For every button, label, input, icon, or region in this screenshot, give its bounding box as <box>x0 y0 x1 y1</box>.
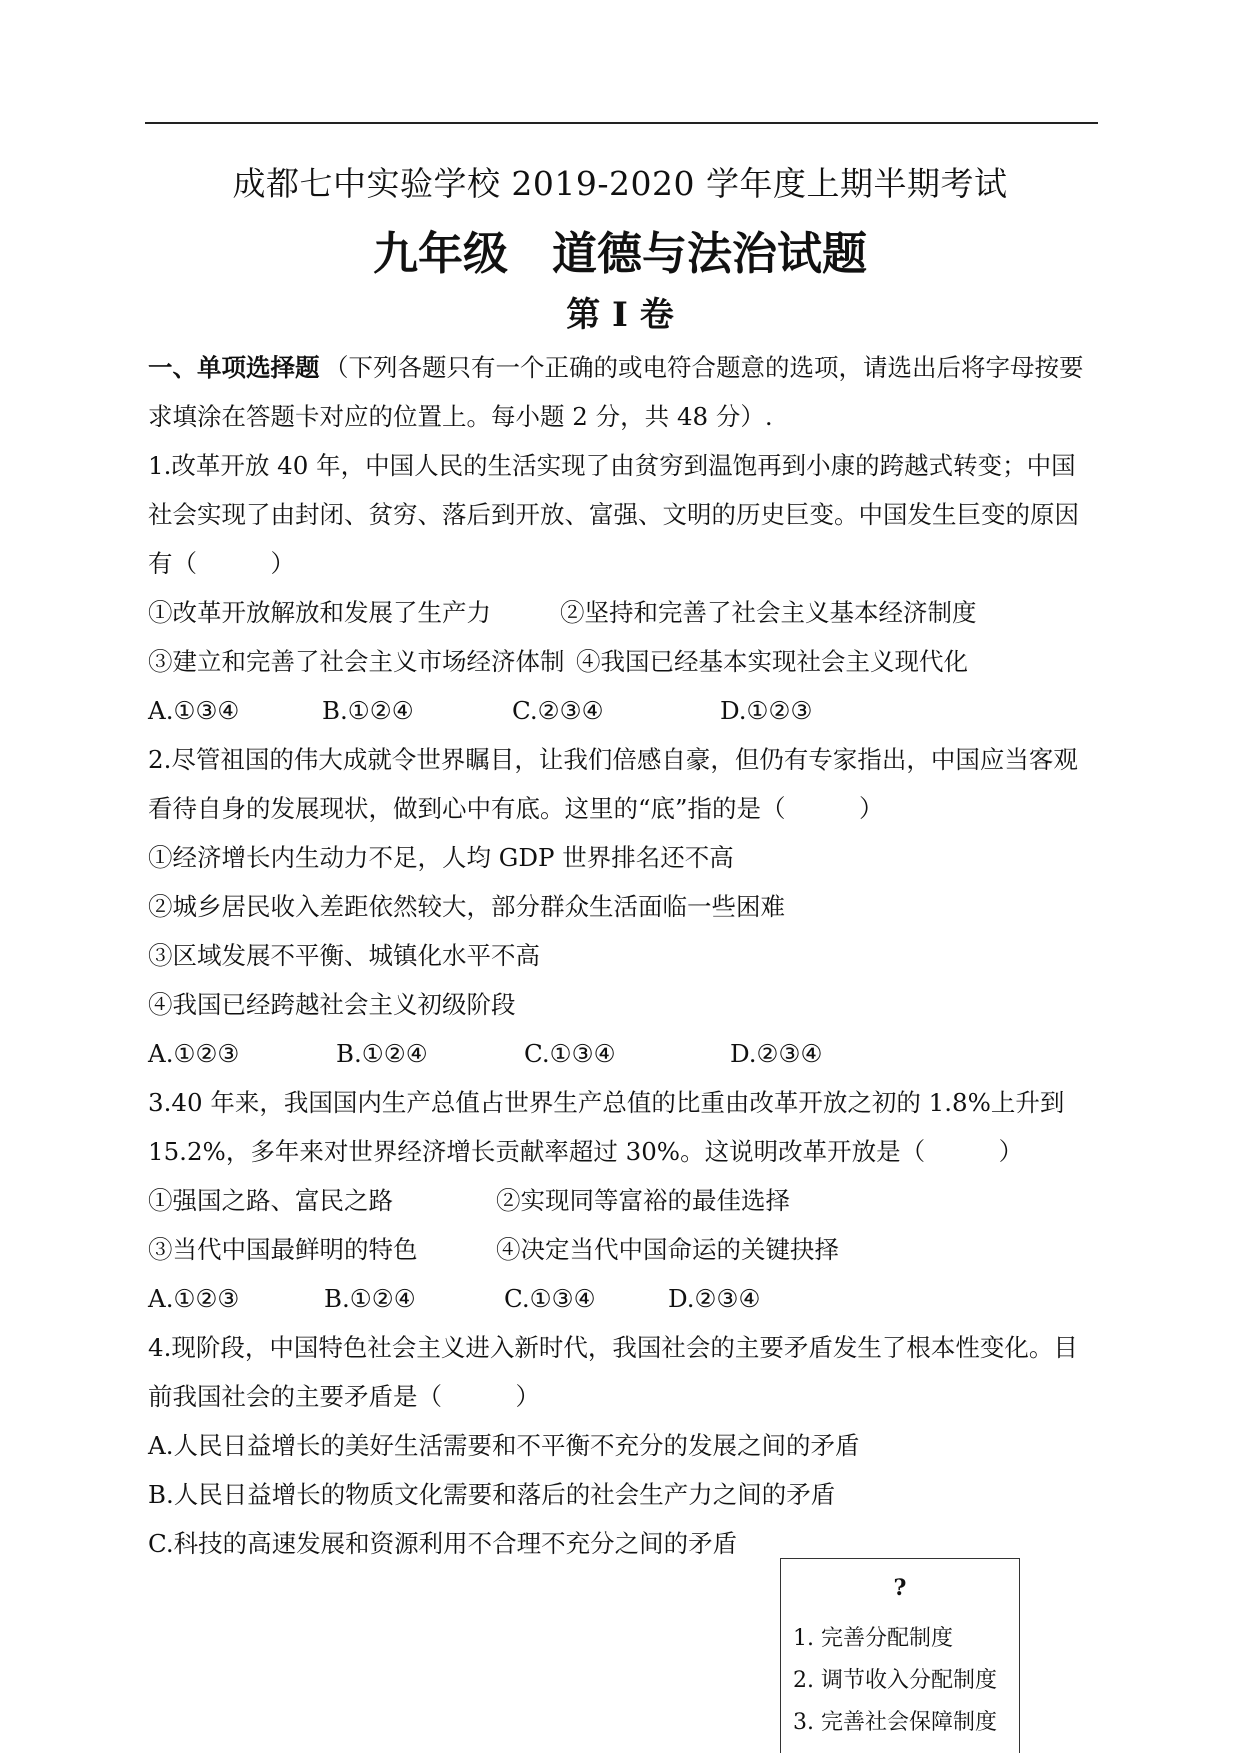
statement: ④我国已经基本实现社会主义现代化 <box>576 647 968 676</box>
statement: ③当代中国最鲜明的特色 <box>148 1235 418 1264</box>
statement-line <box>148 833 1096 882</box>
section-line <box>148 392 1096 441</box>
statement-line <box>148 931 1096 980</box>
statement-line <box>148 588 1096 637</box>
choice: B.①②④ <box>322 696 414 725</box>
section-instructions: （下列各题只有一个正确的或电符合题意的选项，请选出后将字母按要 <box>324 353 1084 382</box>
question-stem: 有（ ） <box>148 549 295 578</box>
choice: A.①②③ <box>148 1039 240 1068</box>
choice: A.①③④ <box>148 696 240 725</box>
option: C.科技的高速发展和资源利用不合理不充分之间的矛盾 <box>148 1529 738 1558</box>
statement-line <box>148 1176 1096 1225</box>
exam-title: 成都七中实验学校 2019-2020 学年度上期半期考试 <box>232 164 1008 203</box>
choice: C.①③④ <box>524 1039 616 1068</box>
choice: A.①②③ <box>148 1284 240 1313</box>
choice-line <box>148 1029 1096 1078</box>
option: B.人民日益增长的物质文化需要和落后的社会生产力之间的矛盾 <box>148 1480 836 1509</box>
choice: C.②③④ <box>512 696 604 725</box>
choice: D.①②③ <box>720 696 813 725</box>
box-item: 1. 完善分配制度 <box>793 1626 953 1651</box>
question-stem: 15.2%，多年来对世界经济增长贡献率超过 30%。这说明改革开放是（ ） <box>148 1137 1024 1166</box>
option-line <box>148 1470 1096 1519</box>
grade-label: 九年级 <box>372 227 508 280</box>
box-item: 2. 调节收入分配制度 <box>793 1668 997 1693</box>
statement: ③区域发展不平衡、城镇化水平不高 <box>148 941 540 970</box>
header-rule <box>145 122 1098 124</box>
question-stem: 看待自身的发展现状，做到心中有底。这里的“底”指的是（ ） <box>148 794 884 823</box>
box-title: ? <box>893 1575 907 1601</box>
volume-title: 第 I 卷 <box>566 295 674 335</box>
statement-line <box>148 980 1096 1029</box>
question-stem: 2.尽管祖国的伟大成就令世界瞩目，让我们倍感自豪，但仍有专家指出，中国应当客观 <box>148 745 1078 774</box>
choice-line <box>148 686 1096 735</box>
statement: ①强国之路、富民之路 <box>148 1186 393 1215</box>
statement-line <box>148 882 1096 931</box>
statement: ②城乡居民收入差距依然较大，部分群众生活面临一些困难 <box>148 892 785 921</box>
statement: ①改革开放解放和发展了生产力 <box>148 598 491 627</box>
question-stem: 3.40 年来，我国国内生产总值占世界生产总值的比重由改革开放之初的 1.8%上升到 <box>148 1088 1065 1117</box>
subject-title <box>0 217 1240 282</box>
concept-box <box>780 1558 1020 1753</box>
question-stem: 4.现阶段，中国特色社会主义进入新时代，我国社会的主要矛盾发生了根本性变化。目 <box>148 1333 1078 1362</box>
question-stem: 1.改革开放 40 年，中国人民的生活实现了由贫穷到温饱再到小康的跨越式转变；中国 <box>148 451 1076 480</box>
statement-line <box>148 1225 1096 1274</box>
option: A.人民日益增长的美好生活需要和不平衡不充分的发展之间的矛盾 <box>148 1431 860 1460</box>
statement: ④决定当代中国命运的关键抉择 <box>496 1235 839 1264</box>
statement: ③建立和完善了社会主义市场经济体制 <box>148 647 565 676</box>
question-stem: 前我国社会的主要矛盾是（ ） <box>148 1382 540 1411</box>
subject-label: 道德与法治试题 <box>552 227 868 280</box>
section-instructions: 求填涂在答题卡对应的位置上。每小题 2 分，共 48 分）. <box>148 402 773 431</box>
choice: D.②③④ <box>730 1039 823 1068</box>
section-line <box>148 343 1096 392</box>
exam-body <box>148 343 1096 1568</box>
question-stem: 社会实现了由封闭、贫穷、落后到开放、富强、文明的历史巨变。中国发生巨变的原因 <box>148 500 1079 529</box>
box-item: 3. 完善社会保障制度 <box>793 1710 997 1735</box>
choice-line <box>148 1274 1096 1323</box>
statement-line <box>148 637 1096 686</box>
option-line <box>148 1421 1096 1470</box>
choice: B.①②④ <box>324 1284 416 1313</box>
choice: C.①③④ <box>504 1284 596 1313</box>
choice: D.②③④ <box>668 1284 761 1313</box>
statement: ②实现同等富裕的最佳选择 <box>496 1186 790 1215</box>
choice: B.①②④ <box>336 1039 428 1068</box>
section-heading: 一、单项选择题 <box>148 353 320 382</box>
statement: ②坚持和完善了社会主义基本经济制度 <box>560 598 977 627</box>
statement: ④我国已经跨越社会主义初级阶段 <box>148 990 516 1019</box>
statement: ①经济增长内生动力不足，人均 GDP 世界排名还不高 <box>148 843 734 872</box>
